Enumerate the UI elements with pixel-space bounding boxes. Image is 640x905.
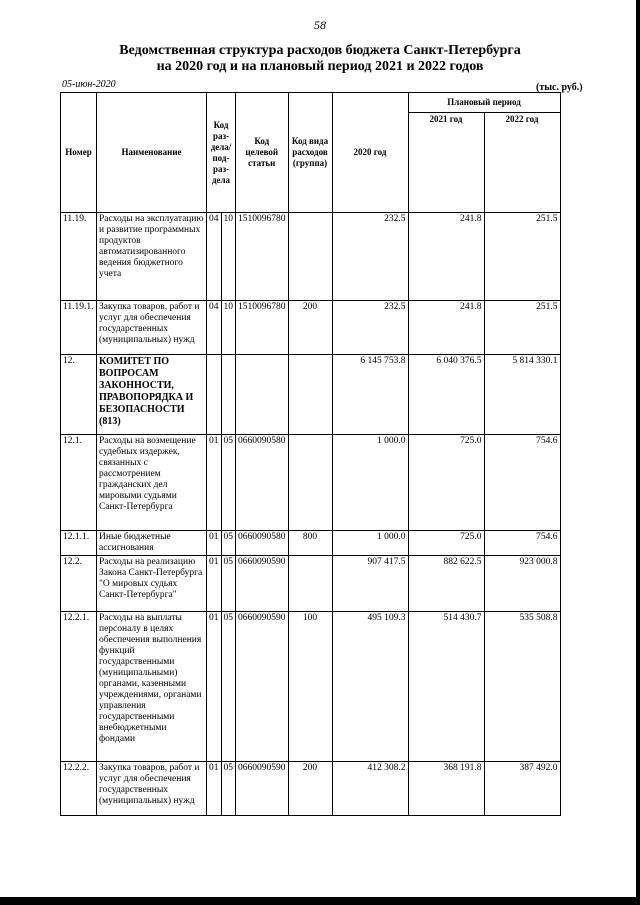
row-target-article: 0660090590 (236, 762, 289, 816)
row-amount-2022: 5 814 330.1 (484, 355, 560, 435)
row-amount-2020: 232.5 (332, 301, 408, 355)
row-amount-2020: 1 000.0 (332, 435, 408, 531)
row-number: 12. (61, 355, 97, 435)
row-amount-2022: 923 000.8 (484, 556, 560, 612)
row-name: Иные бюджетные ассигнования (97, 531, 207, 556)
document-title (0, 43, 640, 75)
row-expense-type (288, 213, 332, 301)
row-expense-type (288, 556, 332, 612)
row-target-article: 0660090590 (236, 556, 289, 612)
row-amount-2020: 907 417.5 (332, 556, 408, 612)
row-name: Расходы на возмещение судебных издержек, связанных с рассмотрением гражданских дел мировыми судьями Санкт-Петербурга (97, 435, 207, 531)
row-number: 12.1. (61, 435, 97, 531)
row-name: Расходы на эксплуатацию и развитие программных продуктов автоматизированного ведения бюджетного учета (97, 213, 207, 301)
row-amount-2021: 725.0 (408, 435, 484, 531)
row-number: 11.19.1. (61, 301, 97, 355)
row-razdel: 01 (207, 762, 222, 816)
row-podrazdel: 05 (221, 762, 236, 816)
row-podrazdel: 05 (221, 556, 236, 612)
table-row (61, 531, 561, 556)
header-2020: 2020 год (332, 93, 408, 213)
row-number: 12.2.2. (61, 762, 97, 816)
row-expense-type: 800 (288, 531, 332, 556)
table-row (61, 213, 561, 301)
row-name: КОМИТЕТ ПО ВОПРОСАМ ЗАКОННОСТИ, ПРАВОПОРЯДКА И БЕЗОПАСНОСТИ (813) (97, 355, 207, 435)
row-razdel: 01 (207, 612, 222, 762)
title-line-1: Ведомственная структура расходов бюджета Санкт-Петербурга (119, 43, 521, 58)
row-amount-2020: 1 000.0 (332, 531, 408, 556)
row-podrazdel (221, 355, 236, 435)
row-razdel: 01 (207, 435, 222, 531)
document-date: 05-июн-2020 (62, 79, 116, 90)
scan-edge-right (636, 0, 640, 905)
row-razdel (207, 355, 222, 435)
row-number: 12.2.1. (61, 612, 97, 762)
row-expense-type (288, 355, 332, 435)
row-podrazdel: 10 (221, 301, 236, 355)
row-amount-2021: 368 191.8 (408, 762, 484, 816)
row-target-article: 0660090590 (236, 612, 289, 762)
row-amount-2020: 6 145 753.8 (332, 355, 408, 435)
row-number: 12.2. (61, 556, 97, 612)
row-amount-2022: 251.5 (484, 213, 560, 301)
row-amount-2021: 514 430.7 (408, 612, 484, 762)
header-2021: 2021 год (408, 113, 484, 213)
title-line-2: на 2020 год и на плановый период 2021 и 2022 годов (156, 59, 484, 74)
row-amount-2020: 412 308.2 (332, 762, 408, 816)
row-amount-2021: 241.8 (408, 213, 484, 301)
row-amount-2021: 882 622.5 (408, 556, 484, 612)
row-name: Расходы на реализацию Закона Санкт-Петербурга "О мировых судьях Санкт-Петербурга" (97, 556, 207, 612)
row-podrazdel: 05 (221, 531, 236, 556)
table-row (61, 435, 561, 531)
row-expense-type: 200 (288, 301, 332, 355)
row-expense-type (288, 435, 332, 531)
row-name: Закупка товаров, работ и услуг для обеспечения государственных (муниципальных) нужд (97, 762, 207, 816)
row-expense-type: 100 (288, 612, 332, 762)
row-number: 12.1.1. (61, 531, 97, 556)
row-amount-2022: 251.5 (484, 301, 560, 355)
page-number: 58 (314, 18, 326, 32)
header-name: Наименование (97, 93, 207, 213)
row-target-article: 1510096780 (236, 301, 289, 355)
row-amount-2022: 754.6 (484, 435, 560, 531)
scan-edge-bottom (0, 897, 640, 905)
table-row (61, 762, 561, 816)
row-name: Расходы на выплаты персоналу в целях обеспечения выполнения функций государственными (муниципальными) органами, казенными учреждениями, органами управления государственными внебюджетными фондами (97, 612, 207, 762)
row-name: Закупка товаров, работ и услуг для обеспечения государственных (муниципальных) нужд (97, 301, 207, 355)
budget-table (60, 92, 561, 816)
row-target-article (236, 355, 289, 435)
row-amount-2022: 387 492.0 (484, 762, 560, 816)
table-body (61, 213, 561, 816)
row-number: 11.19. (61, 213, 97, 301)
units-label: (тыс. руб.) (536, 82, 583, 93)
row-podrazdel: 10 (221, 213, 236, 301)
header-number: Номер (61, 93, 97, 213)
header-2022: 2022 год (484, 113, 560, 213)
row-podrazdel: 05 (221, 612, 236, 762)
row-amount-2021: 6 040 376.5 (408, 355, 484, 435)
row-amount-2022: 754.6 (484, 531, 560, 556)
row-razdel: 04 (207, 301, 222, 355)
header-razdel: Код раз-дела/ под-раз-дела (207, 93, 236, 213)
row-amount-2021: 725.0 (408, 531, 484, 556)
row-target-article: 1510096780 (236, 213, 289, 301)
row-amount-2021: 241.8 (408, 301, 484, 355)
row-podrazdel: 05 (221, 435, 236, 531)
table-row (61, 301, 561, 355)
row-razdel: 01 (207, 531, 222, 556)
table-row (61, 556, 561, 612)
row-expense-type: 200 (288, 762, 332, 816)
row-amount-2022: 535 508.8 (484, 612, 560, 762)
table-row (61, 355, 561, 435)
row-target-article: 0660090580 (236, 531, 289, 556)
row-amount-2020: 495 109.3 (332, 612, 408, 762)
table-row (61, 612, 561, 762)
header-target-article: Код целевой статьи (236, 93, 289, 213)
row-amount-2020: 232.5 (332, 213, 408, 301)
header-planned-period: Плановый период (408, 93, 560, 113)
header-expense-type: Код вида расходов (группа) (288, 93, 332, 213)
row-target-article: 0660090580 (236, 435, 289, 531)
row-razdel: 04 (207, 213, 222, 301)
row-razdel: 01 (207, 556, 222, 612)
